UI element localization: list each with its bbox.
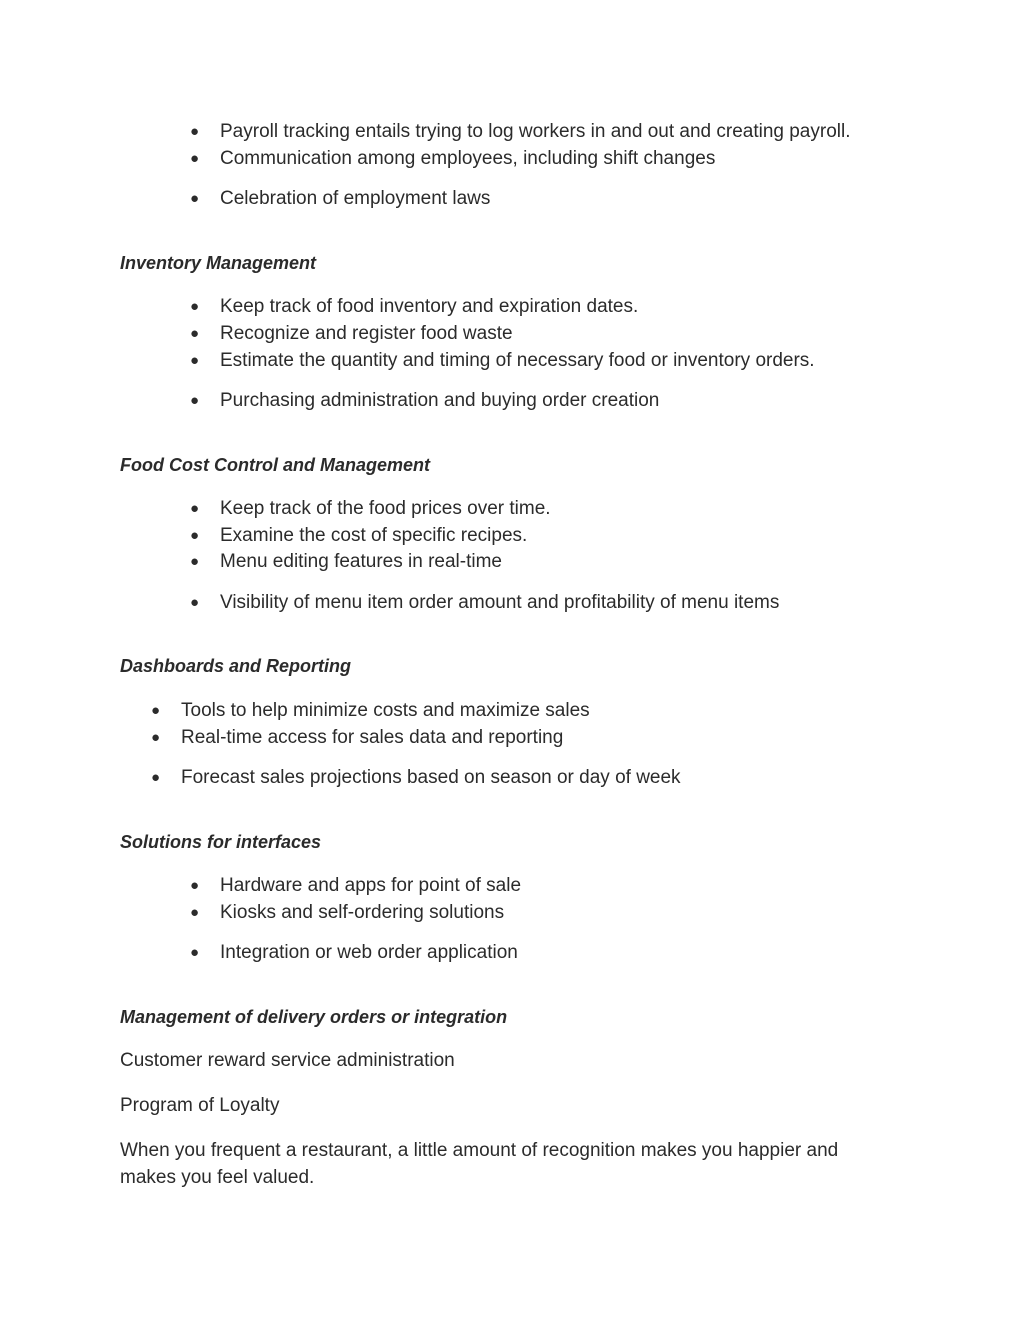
section-heading-delivery: Management of delivery orders or integration: [120, 1007, 508, 1027]
list-item: Payroll tracking entails trying to log workers in and out and creating payroll.: [220, 121, 851, 142]
list-item: Recognize and register food waste: [220, 323, 513, 344]
list-item: Keep track of food inventory and expiration dates.: [220, 296, 639, 317]
list-item: Celebration of employment laws: [220, 188, 491, 209]
bullet-marker: ●: [151, 769, 161, 786]
bullet-marker: ●: [190, 298, 200, 315]
bullet-marker: ●: [190, 944, 200, 961]
list-item: Communication among employees, including shift changes: [220, 148, 716, 169]
bullet-marker: ●: [151, 729, 161, 746]
section-heading-food-cost: Food Cost Control and Management: [120, 455, 430, 475]
list-item: Estimate the quantity and timing of necessary food or inventory orders.: [220, 350, 815, 371]
paragraph-loyalty-program: Program of Loyalty: [120, 1095, 280, 1116]
list-item: Hardware and apps for point of sale: [220, 875, 522, 896]
bullet-marker: ●: [190, 123, 200, 140]
section-heading-dashboards: Dashboards and Reporting: [120, 656, 352, 676]
bullet-marker: ●: [190, 594, 200, 611]
bullet-marker: ●: [190, 150, 200, 167]
list-item: Visibility of menu item order amount and profitability of menu items: [220, 592, 780, 613]
section-heading-inventory: Inventory Management: [120, 253, 317, 273]
list-item: Tools to help minimize costs and maximize sales: [181, 700, 590, 721]
bullet-marker: ●: [190, 392, 200, 409]
section-heading-interfaces: Solutions for interfaces: [120, 832, 322, 852]
list-item: Menu editing features in real-time: [220, 551, 502, 572]
bullet-marker: ●: [190, 904, 200, 921]
list-item: Keep track of the food prices over time.: [220, 498, 551, 519]
paragraph-customer-reward: Customer reward service administration: [120, 1050, 455, 1071]
bullet-marker: ●: [190, 553, 200, 570]
bullet-marker: ●: [190, 325, 200, 342]
list-item: Forecast sales projections based on season or day of week: [181, 767, 681, 788]
bullet-marker: ●: [190, 352, 200, 369]
paragraph-recognition: When you frequent a restaurant, a little amount of recognition makes you happier and makes you feel valued.: [120, 1140, 839, 1188]
list-item: Integration or web order application: [220, 942, 518, 963]
bullet-marker: ●: [190, 190, 200, 207]
bullet-marker: ●: [190, 527, 200, 544]
bullet-marker: ●: [190, 500, 200, 517]
bullet-marker: ●: [190, 877, 200, 894]
list-item: Examine the cost of specific recipes.: [220, 525, 528, 546]
list-item: Purchasing administration and buying order creation: [220, 390, 660, 411]
list-item: Real-time access for sales data and reporting: [181, 727, 564, 748]
list-item: Kiosks and self-ordering solutions: [220, 902, 505, 923]
bullet-marker: ●: [151, 702, 161, 719]
